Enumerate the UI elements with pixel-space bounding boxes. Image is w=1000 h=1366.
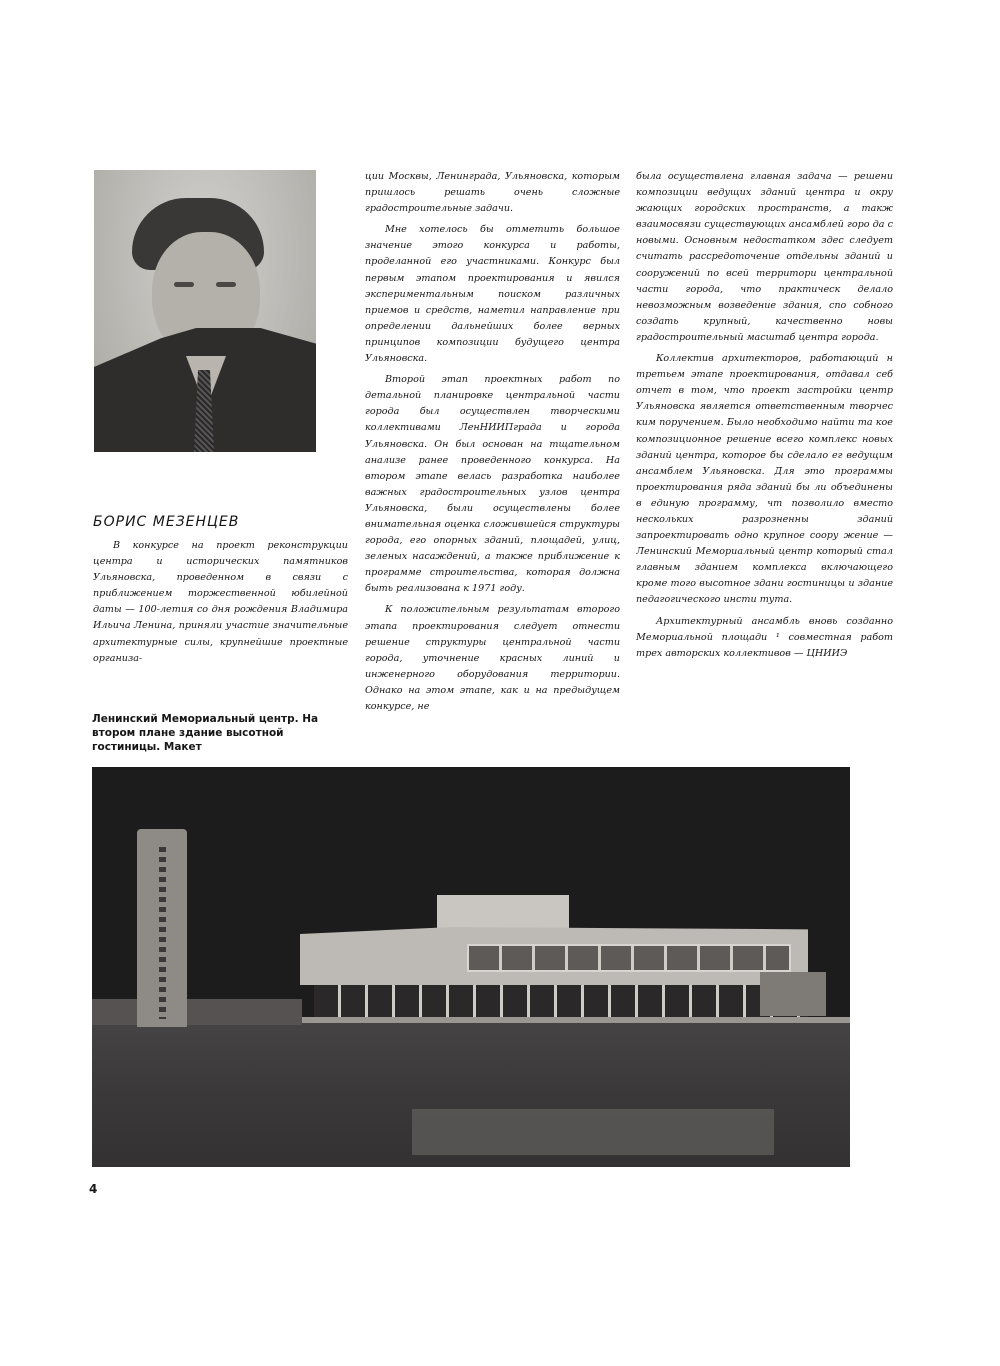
photo-hotel-tower — [137, 829, 187, 1027]
figure-caption: Ленинский Мемориальный центр. На втором плане здание высотной гостиницы. Макет — [92, 713, 319, 753]
portrait-eye-right — [216, 282, 236, 287]
author-name: БОРИС МЕЗЕНЦЕВ — [93, 514, 240, 530]
photo-side-building — [760, 972, 826, 1016]
paragraph: Коллектив архитекторов, работающий н третьем этапе проектирования, отдавал себ отчет в том, что проект застройки центр Ульяновска является ответственным творчес ким поручением. Было необходимо найти та кое композиционное решение всего комплекс новых зданий центра, которое бы сделало ег ведущим ансамблем Ульяновска. Для это программы проектирования ряда зданий бы ли объединены в единую программу, чт позволило вместо нескольких разрозненны зданий запроектировать одно крупное соору жение — Ленинский Мемориальный центр который стал главным зданием комплекса включающего кроме того высотное здани гостиницы и здание педагогического инсти тута. — [636, 353, 893, 606]
portrait-eye-left — [174, 282, 194, 287]
paragraph: К положительным результатам второго этапа проектирования следует отнести решение структуры центральной части города, уточнение красных линий и инженерного оборудования территории. Однако на этом этапе, как и на предыдущем конкурсе, не — [365, 604, 620, 712]
page-number: 4 — [89, 1182, 98, 1196]
tower-windows — [159, 847, 166, 1019]
photo-colonnade — [314, 985, 808, 1017]
photo-podium — [302, 1017, 850, 1023]
paragraph: была осуществлена главная задача — решени композиции ведущих зданий центра и окру жающих городских пространств, а такж взаимосвязи существующих ансамблей горо да с новыми. Основным недостатком здес следует считать рассредоточение отдельны зданий и сооружений по всей территори центральной части города, что практическ делало невозможным возведение здания, спо собного создать крупный, качественно новы градостроительный масштаб центра города. — [636, 171, 893, 343]
photo-water-reflection — [412, 1109, 774, 1155]
text-column-2 — [365, 169, 620, 715]
paragraph: В конкурсе на проект реконструкции центра и исторических памятников Ульяновска, проведенном в связи с приближением торжественной юбилейной даты — 100-летия со дня рождения Владимира Ильича Ленина, приняли участие значительные архитектурные силы, крупнейшие проектные организа- — [93, 540, 348, 664]
paragraph: Архитектурный ансамбль вновь созданно Мемориальной площади ¹ совместная работ трех авторских коллективов — ЦНИИЭ — [636, 615, 893, 659]
photo-low-buildings — [92, 999, 302, 1025]
photo-window-band — [467, 944, 791, 972]
text-column-3 — [636, 169, 893, 662]
text-column-1 — [93, 538, 348, 667]
author-portrait-photo — [94, 170, 316, 452]
architectural-model-photo — [92, 767, 850, 1167]
paragraph: ции Москвы, Ленинграда, Ульяновска, которым пришлось решать очень сложные градостроительные задачи. — [365, 171, 620, 215]
paragraph: Второй этап проектных работ по детальной планировке центральной части города был осуществлен творческими коллективами ЛенНИИПграда и города Ульяновска. Он был основан на тщательном анализе ранее проведенного конкурса. На втором этапе велась разработка наиболее важных градостроительных узлов центра Ульяновска, были осуществлены более внимательная оценка сложившейся структуры города, его опорных зданий, площадей, улиц, зеленых насаждений, а также приближение к программе строительства, которая должна быть реализована к 1971 году. — [365, 374, 620, 595]
paragraph: Мне хотелось бы отметить большое значение этого конкурса и работы, проделанной его участниками. Конкурс был первым этапом проектирования и явился экспериментальным поиском различных приемов и средств, наметил направление при определении дальнейших более верных принципов композиции будущего центра Ульяновска. — [365, 224, 620, 365]
